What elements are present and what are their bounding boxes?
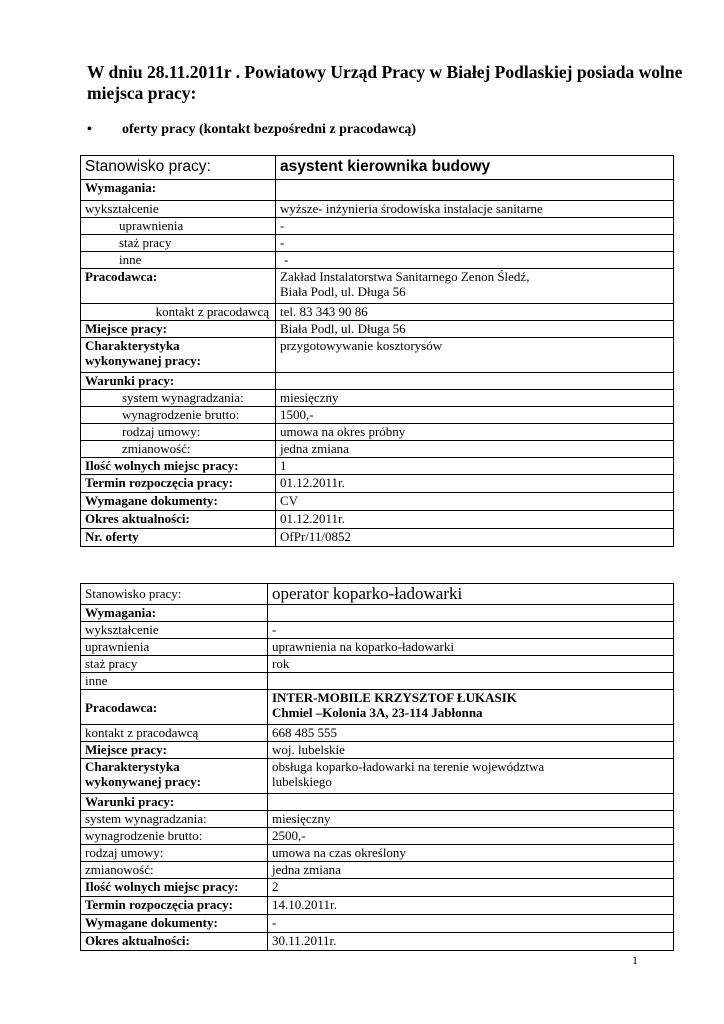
position-value: operator koparko-ładowarki [268, 584, 674, 605]
qualifications-value: - [276, 218, 674, 235]
documents-value: - [268, 915, 674, 933]
gross-pay-label: wynagrodzenie brutto: [81, 828, 268, 845]
page-title: W dniu 28.11.2011r . Powiatowy Urząd Pracy w Białej Podlaskiej posiada wolne miejsca pracy: [87, 62, 683, 103]
requirements-label: Wymagania: [81, 605, 268, 622]
table-row [81, 725, 674, 742]
workplace-label: Miejsce pracy: [81, 321, 276, 338]
experience-label: staż pracy [81, 656, 268, 673]
education-label: wykształcenie [81, 201, 276, 218]
contact-value: 668 485 555 [268, 725, 674, 742]
characteristics-value: przygotowywanie kosztorysów [276, 338, 674, 373]
employer-label: Pracodawca: [81, 269, 276, 304]
table-row [81, 511, 674, 529]
offer-number-label: Nr. oferty [81, 529, 276, 547]
validity-value: 30.11.2011r. [268, 933, 674, 951]
vacancies-label: Ilość wolnych miejsc pracy: [81, 879, 268, 897]
table-row [81, 441, 674, 458]
experience-value: rok [268, 656, 674, 673]
table-row [81, 915, 674, 933]
vacancies-value: 1 [276, 458, 674, 475]
table-row [81, 180, 674, 201]
characteristics-label-line2: wykonywanej pracy: [85, 774, 201, 789]
qualifications-label: uprawnienia [81, 639, 268, 656]
shifts-label: zmianowość: [81, 862, 268, 879]
shifts-value: jedna zmiana [268, 862, 674, 879]
pay-system-value: miesięczny [268, 811, 674, 828]
empty-cell [268, 605, 674, 622]
characteristics-value [268, 759, 674, 794]
job-offer-table-1 [80, 155, 674, 547]
position-label: Stanowisko pracy: [81, 156, 276, 180]
contact-label: kontakt z pracodawcą [81, 304, 276, 321]
table-row [81, 458, 674, 475]
table-row [81, 605, 674, 622]
other-label: inne [81, 673, 268, 690]
table-row [81, 407, 674, 424]
table-row [81, 269, 674, 304]
bullet-text: oferty pracy (kontakt bezpośredni z pracodawcą) [122, 122, 417, 137]
characteristics-label [81, 338, 276, 373]
gross-pay-value: 1500,- [276, 407, 674, 424]
gross-pay-value: 2500,- [268, 828, 674, 845]
conditions-label: Warunki pracy: [81, 794, 268, 811]
workplace-label: Miejsce pracy: [81, 742, 268, 759]
empty-cell [268, 794, 674, 811]
characteristics-label-line2: wykonywanej pracy: [85, 353, 201, 368]
shifts-label: zmianowość: [81, 441, 276, 458]
table-row [81, 690, 674, 725]
vacancies-value: 2 [268, 879, 674, 897]
shifts-value: jedna zmiana [276, 441, 674, 458]
qualifications-value: uprawnienia na koparko-ładowarki [268, 639, 674, 656]
start-label: Termin rozpoczęcia pracy: [81, 897, 268, 915]
table-row [81, 235, 674, 252]
characteristics-value-line1: obsługa koparko-ładowarki na terenie województwa [272, 759, 545, 774]
bullet-icon: • [87, 122, 92, 137]
other-label: inne [81, 252, 276, 269]
empty-cell [276, 373, 674, 390]
qualifications-label: uprawnienia [81, 218, 276, 235]
employer-name: INTER-MOBILE KRZYSZTOF ŁUKASIK [272, 690, 517, 705]
table-row [81, 933, 674, 951]
table-row [81, 390, 674, 407]
education-label: wykształcenie [81, 622, 268, 639]
empty-cell [276, 180, 674, 201]
start-label: Termin rozpoczęcia pracy: [81, 475, 276, 493]
other-value: - [276, 252, 674, 269]
table-row [81, 373, 674, 390]
table-row [81, 252, 674, 269]
employer-value [268, 690, 674, 725]
education-value: - [268, 622, 674, 639]
table-row [81, 338, 674, 373]
contract-label: rodzaj umowy: [81, 845, 268, 862]
documents-value: CV [276, 493, 674, 511]
conditions-label: Warunki pracy: [81, 373, 276, 390]
workplace-value: Biała Podl, ul. Długa 56 [276, 321, 674, 338]
contact-value: tel. 83 343 90 86 [276, 304, 674, 321]
table-row [81, 862, 674, 879]
pay-system-label: system wynagradzania: [81, 390, 276, 407]
position-value: asystent kierownika budowy [276, 156, 674, 180]
employer-address: Chmiel –Kolonia 3A, 23-114 Jabłonna [272, 705, 483, 720]
employer-name: Zakład Instalatorstwa Sanitarnego Zenon Śledź, [280, 269, 530, 284]
table-row [81, 673, 674, 690]
characteristics-label-line1: Charakterystyka [85, 759, 180, 774]
gross-pay-label: wynagrodzenie brutto: [81, 407, 276, 424]
requirements-label: Wymagania: [81, 180, 276, 201]
table-row [81, 424, 674, 441]
table-row [81, 656, 674, 673]
validity-value: 01.12.2011r. [276, 511, 674, 529]
validity-label: Okres aktualności: [81, 933, 268, 951]
table-row [81, 622, 674, 639]
bullet-item [87, 121, 416, 139]
table-row [81, 828, 674, 845]
table-row [81, 879, 674, 897]
contract-label: rodzaj umowy: [81, 424, 276, 441]
workplace-value: woj. lubelskie [268, 742, 674, 759]
pay-system-value: miesięczny [276, 390, 674, 407]
table-row [81, 156, 674, 180]
employer-address: Biała Podl, ul. Długa 56 [280, 284, 406, 299]
other-value [268, 673, 674, 690]
table-row [81, 321, 674, 338]
table-row [81, 218, 674, 235]
characteristics-label [81, 759, 268, 794]
start-value: 14.10.2011r. [268, 897, 674, 915]
contract-value: umowa na okres próbny [276, 424, 674, 441]
table-row [81, 201, 674, 218]
employer-label: Pracodawca: [81, 690, 268, 725]
offer-number-value: OfPr/11/0852 [276, 529, 674, 547]
table-row [81, 529, 674, 547]
table-row [81, 742, 674, 759]
table-row [81, 794, 674, 811]
table-row [81, 759, 674, 794]
table-row [81, 845, 674, 862]
experience-value: - [276, 235, 674, 252]
vacancies-label: Ilość wolnych miejsc pracy: [81, 458, 276, 475]
contact-label: kontakt z pracodawcą [81, 725, 268, 742]
table-row [81, 304, 674, 321]
table-row [81, 811, 674, 828]
characteristics-label-line1: Charakterystyka [85, 338, 180, 353]
table-row [81, 897, 674, 915]
validity-label: Okres aktualności: [81, 511, 276, 529]
start-value: 01.12.2011r. [276, 475, 674, 493]
documents-label: Wymagane dokumenty: [81, 915, 268, 933]
table-row [81, 475, 674, 493]
table-row [81, 639, 674, 656]
documents-label: Wymagane dokumenty: [81, 493, 276, 511]
position-label: Stanowisko pracy: [81, 584, 268, 605]
job-offer-table-2 [80, 583, 674, 951]
table-row [81, 584, 674, 605]
experience-label: staż pracy [81, 235, 276, 252]
contract-value: umowa na czas określony [268, 845, 674, 862]
table-row [81, 493, 674, 511]
page-number: 1 [632, 953, 638, 967]
pay-system-label: system wynagradzania: [81, 811, 268, 828]
employer-value [276, 269, 674, 304]
characteristics-value-line2: lubelskiego [272, 774, 332, 789]
education-value: wyższe- inżynieria środowiska instalacje sanitarne [276, 201, 674, 218]
